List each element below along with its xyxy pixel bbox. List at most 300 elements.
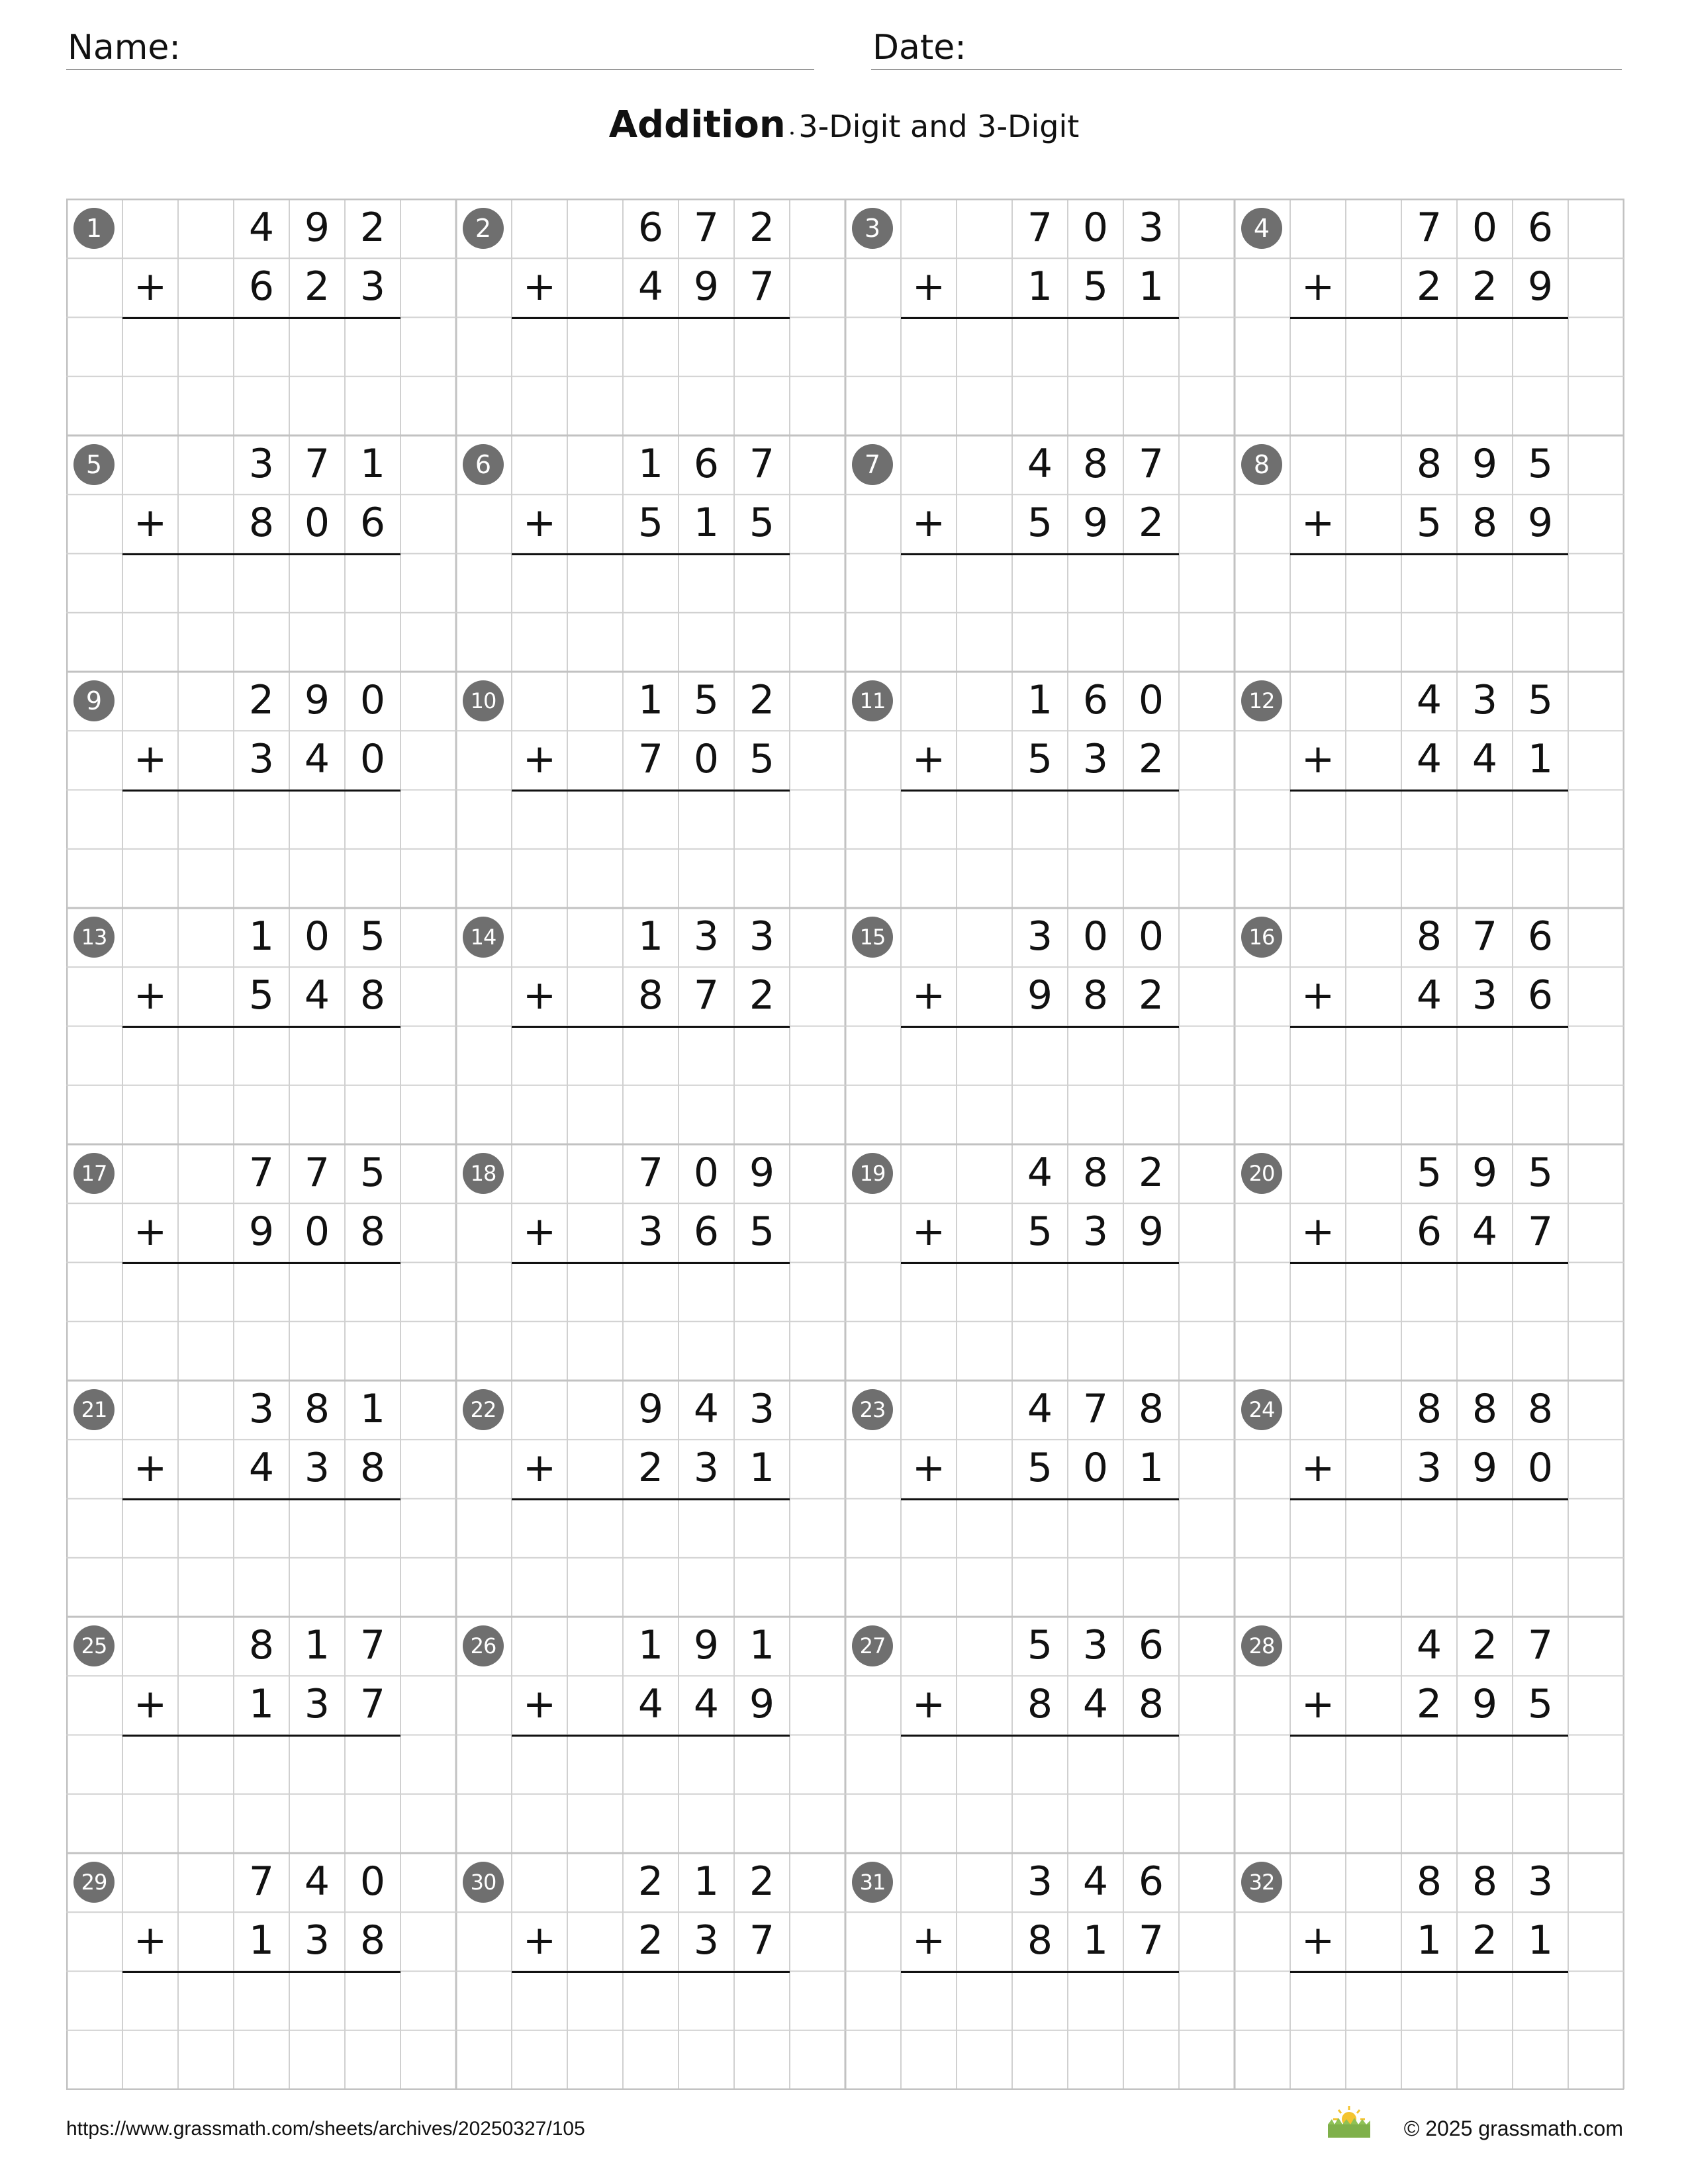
problem-digit: 8 [1027, 1681, 1053, 1728]
problem-digit: 8 [1416, 441, 1442, 487]
problem-digit: 4 [1416, 972, 1442, 1019]
problem-digit: 0 [1138, 677, 1164, 723]
problem-digit: 8 [359, 1208, 386, 1255]
problem-digit: 0 [304, 500, 330, 547]
answer-area[interactable] [901, 1265, 1179, 1378]
problem-digit: 1 [1138, 1445, 1164, 1492]
problem-digit: 2 [637, 1917, 664, 1964]
problem-number-badge: 11 [852, 680, 893, 721]
answer-rule [512, 1026, 790, 1028]
problem-number-badge: 23 [852, 1389, 893, 1430]
answer-rule [901, 553, 1179, 555]
problem-digit: 2 [749, 205, 775, 251]
problem-digit: 9 [1472, 1681, 1498, 1728]
title-separator: • [785, 127, 799, 140]
problem-digit: 0 [1082, 1445, 1109, 1492]
problem-digit: 9 [1472, 441, 1498, 487]
problem-number-badge: 32 [1241, 1862, 1282, 1903]
answer-rule [901, 1971, 1179, 1973]
problem-digit: 1 [248, 1917, 275, 1964]
problem-digit: 1 [637, 913, 664, 960]
problem-digit: 3 [359, 263, 386, 310]
answer-area[interactable] [122, 1028, 400, 1142]
problem-digit: 1 [749, 1622, 775, 1668]
problem-digit: 7 [749, 441, 775, 487]
answer-rule [1290, 317, 1568, 319]
problem-digit: 1 [693, 1858, 720, 1905]
answer-rule [122, 1026, 400, 1028]
problem-digit: 5 [749, 1208, 775, 1255]
plus-sign: + [912, 1208, 946, 1255]
answer-rule [512, 317, 790, 319]
worksheet-title [0, 103, 1688, 146]
answer-rule [901, 1262, 1179, 1264]
problem-digit: 7 [749, 263, 775, 310]
answer-area[interactable] [122, 1265, 400, 1378]
problem-digit: 3 [1082, 736, 1109, 783]
problem-digit: 1 [248, 1681, 275, 1728]
plus-sign: + [133, 1681, 167, 1728]
answer-rule [1290, 790, 1568, 792]
answer-area[interactable] [1290, 320, 1568, 433]
answer-area[interactable] [1290, 1028, 1568, 1142]
problem-digit: 9 [1027, 972, 1053, 1019]
date-field[interactable] [871, 25, 1622, 70]
answer-rule [1290, 1735, 1568, 1737]
answer-area[interactable] [122, 1501, 400, 1614]
answer-area[interactable] [901, 1737, 1179, 1850]
problem-grid [66, 199, 1623, 2089]
problem-number-badge: 13 [73, 917, 115, 958]
problem-number-badge: 7 [852, 444, 893, 485]
problem-digit: 7 [693, 205, 720, 251]
plus-sign: + [522, 736, 557, 783]
problem-digit: 9 [749, 1681, 775, 1728]
problem-digit: 5 [1027, 1622, 1053, 1668]
problem-digit: 3 [1082, 1622, 1109, 1668]
problem-number-badge: 22 [463, 1389, 504, 1430]
answer-rule [512, 790, 790, 792]
plus-sign: + [912, 1917, 946, 1964]
answer-area[interactable] [1290, 1501, 1568, 1614]
problem-digit: 4 [1416, 1622, 1442, 1668]
problem-digit: 5 [1527, 1150, 1554, 1196]
plus-sign: + [133, 263, 167, 310]
problem-digit: 4 [248, 1445, 275, 1492]
answer-area[interactable] [1290, 1737, 1568, 1850]
problem-number-badge: 20 [1241, 1153, 1282, 1194]
answer-rule [1290, 1026, 1568, 1028]
problem-digit: 3 [693, 913, 720, 960]
problem-digit: 1 [1082, 1917, 1109, 1964]
problem-digit: 1 [304, 1622, 330, 1668]
problem-digit: 8 [248, 500, 275, 547]
plus-sign: + [912, 1445, 946, 1492]
problem-digit: 3 [304, 1917, 330, 1964]
problem-digit: 0 [359, 677, 386, 723]
problem-digit: 0 [693, 1150, 720, 1196]
answer-area[interactable] [1290, 556, 1568, 669]
problem-digit: 5 [1082, 263, 1109, 310]
problem-number-badge: 14 [463, 917, 504, 958]
answer-area[interactable] [1290, 1974, 1568, 2087]
problem-digit: 4 [304, 972, 330, 1019]
answer-rule [122, 1498, 400, 1500]
problem-digit: 7 [1027, 205, 1053, 251]
answer-area[interactable] [512, 792, 790, 905]
problem-digit: 6 [248, 263, 275, 310]
problem-digit: 7 [1527, 1208, 1554, 1255]
problem-digit: 2 [1416, 263, 1442, 310]
answer-area[interactable] [901, 320, 1179, 433]
problem-digit: 4 [693, 1681, 720, 1728]
answer-area[interactable] [901, 1974, 1179, 2087]
problem-digit: 2 [1138, 736, 1164, 783]
problem-digit: 5 [359, 1150, 386, 1196]
answer-area[interactable] [901, 792, 1179, 905]
problem-number-badge: 26 [463, 1625, 504, 1666]
problem-digit: 7 [693, 972, 720, 1019]
problem-digit: 5 [1527, 1681, 1554, 1728]
problem-digit: 7 [359, 1681, 386, 1728]
plus-sign: + [1301, 263, 1335, 310]
answer-rule [122, 553, 400, 555]
problem-digit: 6 [1527, 972, 1554, 1019]
plus-sign: + [522, 1445, 557, 1492]
problem-digit: 7 [248, 1858, 275, 1905]
problem-digit: 0 [693, 736, 720, 783]
problem-digit: 5 [1416, 500, 1442, 547]
problem-digit: 3 [304, 1681, 330, 1728]
problem-digit: 0 [1527, 1445, 1554, 1492]
problem-digit: 9 [304, 205, 330, 251]
problem-number-badge: 27 [852, 1625, 893, 1666]
problem-digit: 3 [749, 1386, 775, 1432]
problem-number-badge: 28 [1241, 1625, 1282, 1666]
problem-digit: 8 [1027, 1917, 1053, 1964]
problem-digit: 2 [1416, 1681, 1442, 1728]
problem-number-badge: 8 [1241, 444, 1282, 485]
problem-number-badge: 21 [73, 1389, 115, 1430]
problem-number-badge: 31 [852, 1862, 893, 1903]
problem-digit: 8 [248, 1622, 275, 1668]
problem-digit: 1 [1416, 1917, 1442, 1964]
problem-digit: 6 [693, 1208, 720, 1255]
problem-digit: 7 [1082, 1386, 1109, 1432]
problem-digit: 5 [637, 500, 664, 547]
plus-sign: + [522, 500, 557, 547]
problem-digit: 3 [304, 1445, 330, 1492]
problem-digit: 5 [749, 736, 775, 783]
answer-rule [122, 317, 400, 319]
problem-number-badge: 30 [463, 1862, 504, 1903]
problem-digit: 5 [1027, 1208, 1053, 1255]
problem-digit: 2 [1138, 972, 1164, 1019]
problem-digit: 6 [1138, 1622, 1164, 1668]
answer-rule [1290, 1262, 1568, 1264]
plus-sign: + [1301, 1917, 1335, 1964]
answer-area[interactable] [512, 1974, 790, 2087]
answer-area[interactable] [512, 1028, 790, 1142]
problem-digit: 7 [304, 441, 330, 487]
answer-area[interactable] [122, 792, 400, 905]
answer-rule [512, 1971, 790, 1973]
problem-digit: 4 [1082, 1681, 1109, 1728]
plus-sign: + [912, 1681, 946, 1728]
answer-rule [1290, 1498, 1568, 1500]
footer-copyright: © 2025 grassmath.com [1403, 2116, 1623, 2140]
problem-digit: 1 [1527, 736, 1554, 783]
plus-sign: + [1301, 736, 1335, 783]
problem-number-badge: 2 [463, 208, 504, 249]
problem-digit: 4 [1472, 736, 1498, 783]
plus-sign: + [912, 263, 946, 310]
grass-sun-logo-icon [1325, 2105, 1373, 2139]
plus-sign: + [133, 1917, 167, 1964]
problem-digit: 0 [304, 1208, 330, 1255]
problem-digit: 3 [1082, 1208, 1109, 1255]
plus-sign: + [912, 736, 946, 783]
problem-digit: 9 [693, 263, 720, 310]
answer-area[interactable] [1290, 792, 1568, 905]
plus-sign: + [133, 1445, 167, 1492]
name-field[interactable] [66, 25, 814, 70]
problem-digit: 9 [1527, 263, 1554, 310]
answer-rule [122, 790, 400, 792]
answer-area[interactable] [122, 320, 400, 433]
problem-digit: 8 [1082, 441, 1109, 487]
problem-digit: 1 [637, 441, 664, 487]
problem-digit: 4 [1472, 1208, 1498, 1255]
problem-digit: 0 [1082, 205, 1109, 251]
problem-number-badge: 9 [73, 680, 115, 721]
problem-number-badge: 24 [1241, 1389, 1282, 1430]
problem-digit: 8 [1527, 1386, 1554, 1432]
problem-number-badge: 10 [463, 680, 504, 721]
problem-digit: 7 [637, 736, 664, 783]
problem-digit: 3 [693, 1445, 720, 1492]
problem-digit: 2 [637, 1858, 664, 1905]
problem-digit: 2 [1472, 263, 1498, 310]
problem-digit: 2 [637, 1445, 664, 1492]
problem-number-badge: 15 [852, 917, 893, 958]
problem-digit: 0 [1472, 205, 1498, 251]
problem-digit: 5 [1416, 1150, 1442, 1196]
problem-digit: 6 [1527, 205, 1554, 251]
problem-digit: 9 [1138, 1208, 1164, 1255]
problem-digit: 7 [359, 1622, 386, 1668]
problem-digit: 2 [1138, 1150, 1164, 1196]
problem-digit: 7 [637, 1150, 664, 1196]
problem-digit: 7 [1138, 1917, 1164, 1964]
problem-digit: 1 [749, 1445, 775, 1492]
problem-digit: 2 [304, 263, 330, 310]
problem-digit: 5 [359, 913, 386, 960]
answer-area[interactable] [901, 1501, 1179, 1614]
problem-digit: 0 [359, 736, 386, 783]
problem-digit: 5 [1027, 1445, 1053, 1492]
problem-digit: 4 [637, 263, 664, 310]
plus-sign: + [522, 1208, 557, 1255]
problem-digit: 2 [248, 677, 275, 723]
plus-sign: + [1301, 1445, 1335, 1492]
problem-digit: 3 [248, 1386, 275, 1432]
problem-digit: 2 [1472, 1917, 1498, 1964]
plus-sign: + [1301, 972, 1335, 1019]
problem-digit: 6 [693, 441, 720, 487]
plus-sign: + [912, 972, 946, 1019]
answer-area[interactable] [901, 1028, 1179, 1142]
problem-digit: 8 [1472, 500, 1498, 547]
problem-digit: 1 [637, 1622, 664, 1668]
problem-number-badge: 12 [1241, 680, 1282, 721]
answer-rule [901, 1498, 1179, 1500]
plus-sign: + [1301, 1208, 1335, 1255]
problem-digit: 1 [359, 1386, 386, 1432]
problem-digit: 9 [248, 1208, 275, 1255]
plus-sign: + [522, 1681, 557, 1728]
plus-sign: + [133, 1208, 167, 1255]
answer-area[interactable] [901, 556, 1179, 669]
problem-digit: 8 [1416, 1858, 1442, 1905]
problem-digit: 1 [248, 913, 275, 960]
problem-digit: 9 [1082, 500, 1109, 547]
problem-digit: 3 [1027, 1858, 1053, 1905]
problem-digit: 1 [359, 441, 386, 487]
problem-digit: 1 [1027, 677, 1053, 723]
problem-digit: 8 [1082, 972, 1109, 1019]
problem-digit: 3 [693, 1917, 720, 1964]
plus-sign: + [912, 500, 946, 547]
name-label: Name: [68, 28, 181, 68]
plus-sign: + [1301, 1681, 1335, 1728]
problem-digit: 8 [304, 1386, 330, 1432]
answer-rule [1290, 553, 1568, 555]
plus-sign: + [1301, 500, 1335, 547]
problem-digit: 5 [693, 677, 720, 723]
problem-digit: 5 [1027, 736, 1053, 783]
problem-digit: 8 [359, 972, 386, 1019]
problem-digit: 4 [1416, 677, 1442, 723]
problem-digit: 8 [1472, 1858, 1498, 1905]
problem-digit: 2 [1138, 500, 1164, 547]
answer-area[interactable] [512, 320, 790, 433]
problem-number-badge: 5 [73, 444, 115, 485]
problem-digit: 7 [749, 1917, 775, 1964]
problem-number-badge: 25 [73, 1625, 115, 1666]
plus-sign: + [133, 736, 167, 783]
problem-digit: 4 [304, 1858, 330, 1905]
problem-digit: 4 [1082, 1858, 1109, 1905]
problem-digit: 6 [359, 500, 386, 547]
problem-digit: 8 [359, 1445, 386, 1492]
answer-area[interactable] [512, 1737, 790, 1850]
problem-digit: 7 [1138, 441, 1164, 487]
problem-digit: 4 [1027, 1386, 1053, 1432]
problem-digit: 0 [1138, 913, 1164, 960]
problem-digit: 8 [637, 972, 664, 1019]
problem-digit: 1 [1527, 1917, 1554, 1964]
problem-digit: 7 [1416, 205, 1442, 251]
problem-digit: 2 [749, 677, 775, 723]
problem-digit: 5 [1527, 441, 1554, 487]
plus-sign: + [133, 500, 167, 547]
plus-sign: + [522, 972, 557, 1019]
problem-number-badge: 4 [1241, 208, 1282, 249]
problem-digit: 3 [248, 736, 275, 783]
problem-digit: 3 [1027, 913, 1053, 960]
problem-digit: 9 [1527, 500, 1554, 547]
answer-area[interactable] [512, 556, 790, 669]
problem-digit: 4 [637, 1681, 664, 1728]
problem-digit: 1 [1138, 263, 1164, 310]
problem-number-badge: 17 [73, 1153, 115, 1194]
problem-number-badge: 29 [73, 1862, 115, 1903]
problem-digit: 9 [749, 1150, 775, 1196]
answer-area[interactable] [122, 556, 400, 669]
answer-area[interactable] [122, 1737, 400, 1850]
problem-digit: 3 [1472, 677, 1498, 723]
problem-number-badge: 16 [1241, 917, 1282, 958]
title-subtitle: 3-Digit and 3-Digit [798, 109, 1080, 144]
problem-digit: 4 [1027, 441, 1053, 487]
problem-digit: 3 [1416, 1445, 1442, 1492]
problem-digit: 8 [359, 1917, 386, 1964]
problem-digit: 6 [1082, 677, 1109, 723]
problem-digit: 0 [1082, 913, 1109, 960]
answer-area[interactable] [512, 1265, 790, 1378]
problem-digit: 5 [248, 972, 275, 1019]
problem-digit: 8 [1138, 1386, 1164, 1432]
problem-digit: 9 [693, 1622, 720, 1668]
answer-rule [512, 1735, 790, 1737]
answer-rule [901, 1735, 1179, 1737]
problem-digit: 2 [359, 205, 386, 251]
answer-rule [512, 1262, 790, 1264]
problem-digit: 8 [1138, 1681, 1164, 1728]
problem-number-badge: 19 [852, 1153, 893, 1194]
answer-rule [901, 317, 1179, 319]
problem-digit: 3 [248, 441, 275, 487]
problem-digit: 3 [1527, 1858, 1554, 1905]
answer-area[interactable] [1290, 1265, 1568, 1378]
problem-digit: 5 [1027, 500, 1053, 547]
problem-digit: 6 [1527, 913, 1554, 960]
problem-number-badge: 3 [852, 208, 893, 249]
answer-area[interactable] [122, 1974, 400, 2087]
problem-digit: 6 [1416, 1208, 1442, 1255]
answer-rule [901, 790, 1179, 792]
problem-digit: 4 [248, 205, 275, 251]
problem-number-badge: 6 [463, 444, 504, 485]
title-main: Addition [608, 103, 786, 146]
problem-digit: 7 [1472, 913, 1498, 960]
problem-digit: 5 [749, 500, 775, 547]
problem-digit: 9 [304, 677, 330, 723]
problem-digit: 7 [304, 1150, 330, 1196]
problem-digit: 8 [1082, 1150, 1109, 1196]
problem-digit: 4 [1027, 1150, 1053, 1196]
problem-digit: 1 [1027, 263, 1053, 310]
problem-digit: 2 [749, 1858, 775, 1905]
problem-digit: 5 [1527, 677, 1554, 723]
problem-digit: 2 [1472, 1622, 1498, 1668]
problem-digit: 9 [1472, 1445, 1498, 1492]
problem-digit: 7 [248, 1150, 275, 1196]
problem-digit: 3 [749, 913, 775, 960]
answer-area[interactable] [512, 1501, 790, 1614]
problem-digit: 3 [1472, 972, 1498, 1019]
